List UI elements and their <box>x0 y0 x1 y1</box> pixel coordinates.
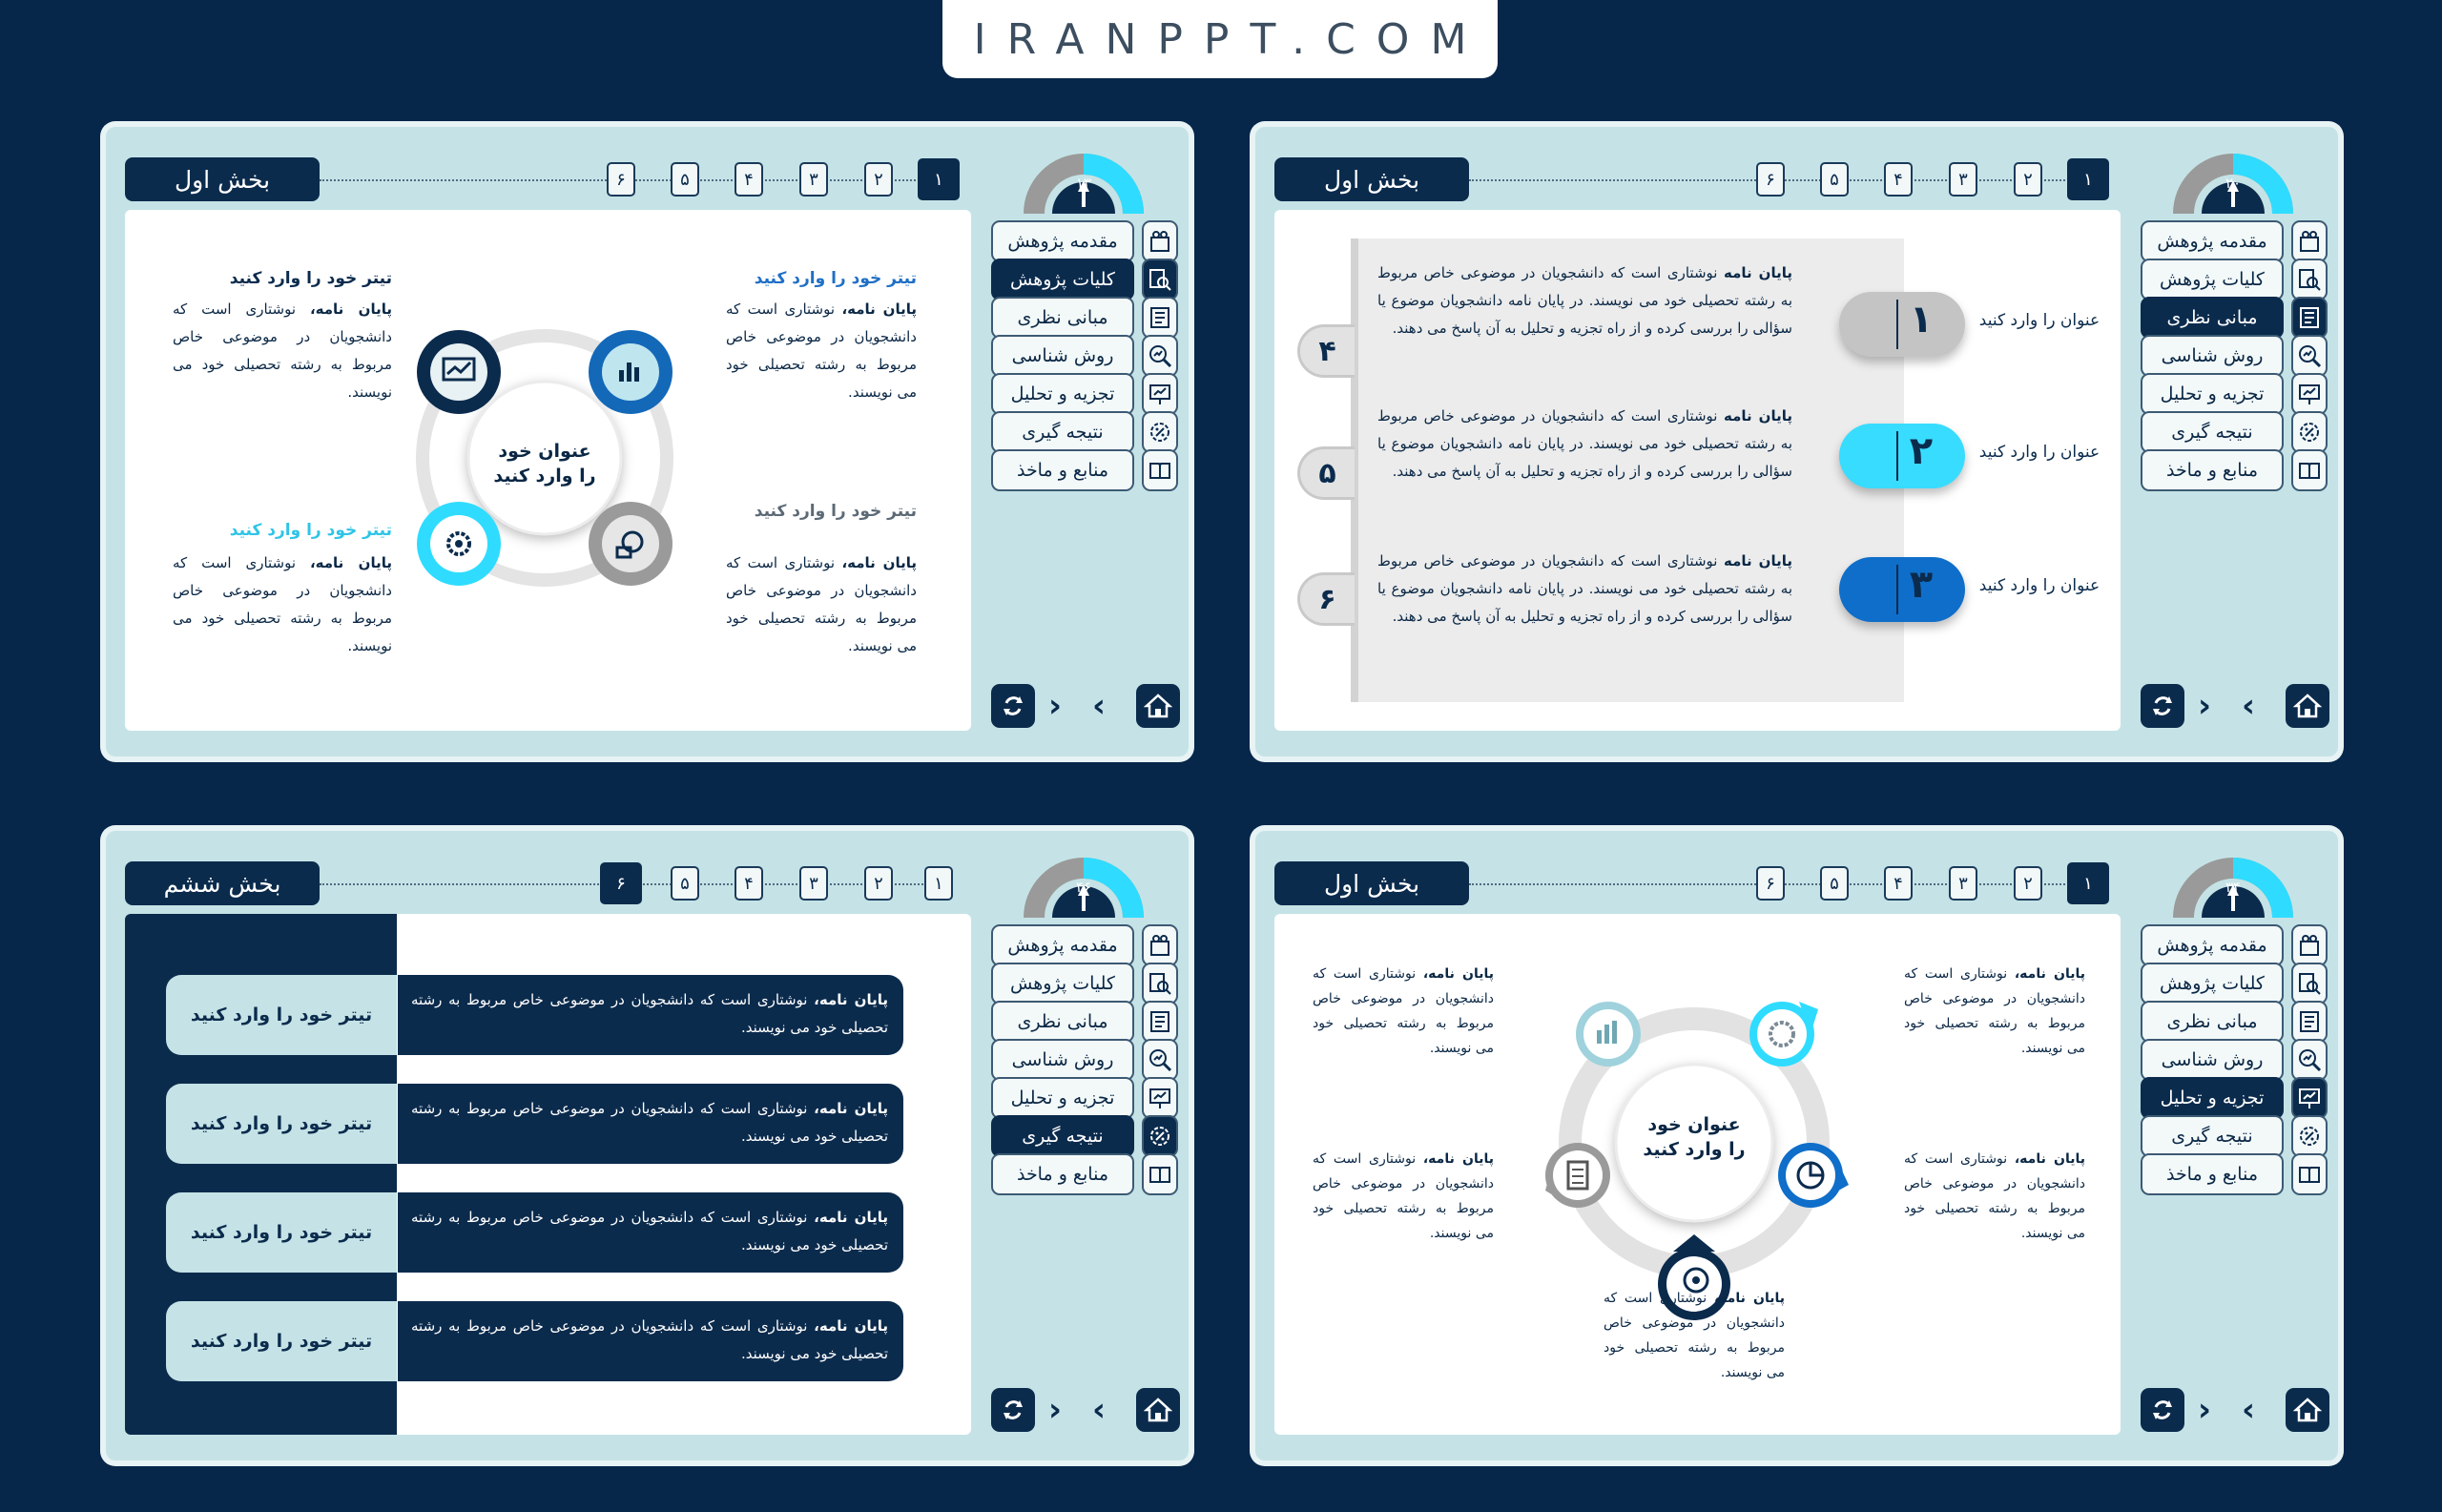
prev-arrow-icon[interactable]: ‹ <box>2242 687 2256 725</box>
block-body: نوشتاری است که دانشجویان در موضوعی خاص مربوط به رشته تحصیلی خود می نویسند. <box>726 554 917 654</box>
step-6-button[interactable]: ۶ <box>600 862 642 904</box>
magnifier-chart-icon[interactable] <box>1142 1039 1178 1081</box>
step-2-button[interactable]: ۲ <box>864 866 893 901</box>
home-icon[interactable] <box>2286 684 2329 728</box>
row-bold: پایان نامه، <box>814 1209 889 1226</box>
row-body-bold: پایان نامه <box>1724 552 1792 570</box>
block-bold: پایان نامه، <box>841 554 917 571</box>
page-number: ۱۳ <box>1075 175 1092 192</box>
team-icon[interactable] <box>1142 220 1178 262</box>
step-6-button[interactable]: ۶ <box>607 162 635 197</box>
menu-item-1[interactable]: مقدمه پژوهش <box>991 924 1134 966</box>
next-arrow-icon[interactable]: › <box>1048 1391 1063 1429</box>
step-3-button[interactable]: ۳ <box>1949 162 1977 197</box>
page-number: ۴۶ <box>1075 879 1092 896</box>
row-body: نوشتاری است که دانشجویان در موضوعی خاص مربوط به رشته تحصیلی خود می نویسند. <box>411 1100 888 1145</box>
menu-item-3[interactable]: مبانی نظری <box>991 1001 1134 1043</box>
prev-arrow-icon[interactable]: ‹ <box>1092 1391 1107 1429</box>
menu-item-2[interactable]: کلیات پژوهش <box>991 963 1134 1005</box>
next-arrow-icon[interactable]: › <box>2198 687 2212 725</box>
menu-item-7[interactable]: منابع و ماخذ <box>2141 1153 2284 1195</box>
slide-content <box>125 914 971 1435</box>
menu-item-3[interactable]: مبانی نظری <box>2141 1001 2284 1043</box>
menu-item-7[interactable]: منابع و ماخذ <box>2141 449 2284 491</box>
row-title-box: تیتر خود را وارد کنید <box>166 1084 397 1164</box>
menu-item-1[interactable]: مقدمه پژوهش <box>991 220 1134 262</box>
step-2-button[interactable]: ۲ <box>864 162 893 197</box>
menu-item-5[interactable]: تجزیه و تحلیل <box>991 373 1134 415</box>
step-4-button[interactable]: ۴ <box>1884 162 1913 197</box>
row-title-box: تیتر خود را وارد کنید <box>166 1192 397 1273</box>
block-title: تیتر خود را وارد کنید <box>754 502 917 521</box>
block-body: نوشتاری است که دانشجویان در موضوعی خاص مربوط به رشته تحصیلی خود می نویسند. <box>173 554 392 654</box>
row-body: نوشتاری است که دانشجویان در موضوعی خاص مربوط به رشته تحصیلی خود می نویسند. <box>411 1317 888 1362</box>
menu-item-3[interactable]: مبانی نظری <box>2141 297 2284 339</box>
section-title: بخش اول <box>1274 157 1469 201</box>
row-bold: پایان نامه، <box>814 991 889 1008</box>
section-title: بخش اول <box>125 157 320 201</box>
block-bold: پایان نامه، <box>841 300 917 318</box>
number-pill <box>1839 292 1965 357</box>
menu-item-6[interactable]: نتیجه گیری <box>991 1115 1134 1157</box>
row-body: نوشتاری است که دانشجویان در موضوعی خاص مربوط به رشته تحصیلی خود می نویسند. در پایان نامه دانشجویان موضوع یا سؤالی را بررسی کرده و از راه تجزیه و تحلیل به آن پاسخ می دهند. <box>1377 407 1792 480</box>
menu-item-4[interactable]: روش شناسی <box>2141 335 2284 377</box>
menu-item-6[interactable]: نتیجه گیری <box>2141 1115 2284 1157</box>
step-1-button[interactable]: ۱ <box>2067 862 2109 904</box>
block-body: نوشتاری است که دانشجویان در موضوعی خاص مربوط به رشته تحصیلی خود می نویسند. <box>173 300 392 401</box>
step-4-button[interactable]: ۴ <box>735 162 763 197</box>
presentation-icon[interactable] <box>2291 373 2328 415</box>
team-icon[interactable] <box>1142 924 1178 966</box>
book-icon[interactable] <box>1142 449 1178 491</box>
next-arrow-icon[interactable]: › <box>2198 1391 2212 1429</box>
search-doc-icon[interactable] <box>2291 963 2328 1005</box>
row-label: عنوان را وارد کنید <box>1978 576 2101 595</box>
page-number: ۳۴ <box>2225 879 2242 896</box>
refresh-icon[interactable] <box>991 684 1035 728</box>
book-icon[interactable] <box>1142 1153 1178 1195</box>
menu-item-4[interactable]: روش شناسی <box>991 1039 1134 1081</box>
section-title: بخش اول <box>1274 861 1469 905</box>
number-label: ۲ <box>1909 429 1934 473</box>
magnifier-chart-icon[interactable] <box>2291 1039 2328 1081</box>
menu-item-5[interactable]: تجزیه و تحلیل <box>2141 373 2284 415</box>
text-block: پایان نامه، نوشتاری است که دانشجویان در موضوعی خاص مربوط به رشته تحصیلی خود می نویسند. <box>1313 1151 1494 1241</box>
team-icon[interactable] <box>2291 220 2328 262</box>
step-5-button[interactable]: ۵ <box>671 866 699 901</box>
menu-item-6[interactable]: نتیجه گیری <box>991 411 1134 453</box>
document-icon[interactable] <box>1142 1001 1178 1043</box>
gear-percent-icon[interactable] <box>1142 1115 1178 1157</box>
menu-item-7[interactable]: منابع و ماخذ <box>991 449 1134 491</box>
search-doc-icon[interactable] <box>1142 963 1178 1005</box>
row-label: عنوان را وارد کنید <box>1978 443 2101 462</box>
section-title: بخش ششم <box>125 861 320 905</box>
watermark-banner <box>942 0 1498 78</box>
row-title-box: تیتر خود را وارد کنید <box>166 975 397 1055</box>
menu-item-4[interactable]: روش شناسی <box>991 335 1134 377</box>
step-1-button[interactable]: ۱ <box>918 158 960 200</box>
slide-content <box>1274 210 2121 731</box>
gear-percent-icon[interactable] <box>1142 411 1178 453</box>
step-3-button[interactable]: ۳ <box>799 162 828 197</box>
chart-node <box>1576 1002 1641 1067</box>
row-label: عنوان را وارد کنید <box>1978 311 2101 330</box>
step-4-button[interactable]: ۴ <box>735 866 763 901</box>
magnifier-chart-icon[interactable] <box>1142 335 1178 377</box>
refresh-icon[interactable] <box>2141 684 2184 728</box>
pie-node <box>1778 1143 1849 1208</box>
row-body: نوشتاری است که دانشجویان در موضوعی خاص مربوط به رشته تحصیلی خود می نویسند. <box>411 1209 888 1253</box>
number-label: ۱ <box>1909 298 1934 342</box>
step-6-button[interactable]: ۶ <box>1756 866 1785 901</box>
block-body: نوشتاری است که دانشجویان در موضوعی خاص مربوط به رشته تحصیلی خود می نویسند. <box>726 300 917 401</box>
row-body: نوشتاری است که دانشجویان در موضوعی خاص مربوط به رشته تحصیلی خود می نویسند. <box>411 991 888 1036</box>
number-pill <box>1839 557 1965 622</box>
document-icon[interactable] <box>2291 1001 2328 1043</box>
slide-content <box>1274 914 2121 1435</box>
book-icon[interactable] <box>2291 1153 2328 1195</box>
refresh-icon[interactable] <box>991 1388 1035 1432</box>
step-2-button[interactable]: ۲ <box>2014 162 2042 197</box>
checklist-node <box>1545 1143 1610 1208</box>
step-5-button[interactable]: ۵ <box>671 162 699 197</box>
menu-item-2[interactable]: کلیات پژوهش <box>2141 259 2284 300</box>
menu-item-6[interactable]: نتیجه گیری <box>2141 411 2284 453</box>
row-bold: پایان نامه، <box>814 1100 889 1117</box>
presentation-icon[interactable] <box>1142 1077 1178 1119</box>
prev-arrow-icon[interactable]: ‹ <box>1092 687 1107 725</box>
presentation-icon[interactable] <box>1142 373 1178 415</box>
block-title: تیتر خود را وارد کنید <box>229 521 392 540</box>
search-doc-icon[interactable] <box>2291 259 2328 300</box>
home-icon[interactable] <box>1136 1388 1180 1432</box>
block-bold: پایان نامه، <box>309 300 392 318</box>
team-icon[interactable] <box>2291 924 2328 966</box>
block-title: تیتر خود را وارد کنید <box>754 269 917 288</box>
step-4-button[interactable]: ۴ <box>1884 866 1913 901</box>
row-bold: پایان نامه، <box>814 1317 889 1335</box>
gear-node <box>1749 1002 1818 1067</box>
side-number-tab: ۴ <box>1297 324 1355 378</box>
next-arrow-icon[interactable]: › <box>1048 687 1063 725</box>
block-title: تیتر خود را وارد کنید <box>229 269 392 288</box>
prev-arrow-icon[interactable]: ‹ <box>2242 1391 2256 1429</box>
block-bold: پایان نامه، <box>309 554 392 571</box>
gear-percent-icon[interactable] <box>2291 411 2328 453</box>
slide-bottom-right <box>1255 831 2338 1460</box>
row-body: نوشتاری است که دانشجویان در موضوعی خاص مربوط به رشته تحصیلی خود می نویسند. در پایان نامه دانشجویان موضوع یا سؤالی را بررسی کرده و از راه تجزیه و تحلیل به آن پاسخ می دهند. <box>1377 552 1792 625</box>
magnifier-chart-icon[interactable] <box>2291 335 2328 377</box>
slide-content <box>125 210 971 731</box>
refresh-icon[interactable] <box>2141 1388 2184 1432</box>
row-body-bold: پایان نامه <box>1724 407 1792 425</box>
step-3-button[interactable]: ۳ <box>1949 866 1977 901</box>
text-block: پایان نامه، نوشتاری است که دانشجویان در موضوعی خاص مربوط به رشته تحصیلی خود می نویسند. <box>1904 1151 2085 1241</box>
gear-percent-icon[interactable] <box>2291 1115 2328 1157</box>
menu-item-4[interactable]: روش شناسی <box>2141 1039 2284 1081</box>
text-block: پایان نامه، نوشتاری است که دانشجویان در موضوعی خاص مربوط به رشته تحصیلی خود می نویسند. <box>1313 966 1494 1056</box>
side-number-tab: ۵ <box>1297 446 1355 500</box>
home-icon[interactable] <box>1136 684 1180 728</box>
document-icon[interactable] <box>1142 297 1178 339</box>
menu-item-2[interactable]: کلیات پژوهش <box>991 259 1134 300</box>
book-icon[interactable] <box>2291 449 2328 491</box>
step-5-button[interactable]: ۵ <box>1820 866 1849 901</box>
slide-top-right <box>1255 127 2338 756</box>
center-title: عنوان خود را وارد کنید <box>493 441 596 487</box>
search-doc-icon[interactable] <box>1142 259 1178 300</box>
menu-item-5[interactable]: تجزیه و تحلیل <box>2141 1077 2284 1119</box>
step-2-button[interactable]: ۲ <box>2014 866 2042 901</box>
text-block: پایان نامه، نوشتاری است که دانشجویان در موضوعی خاص مربوط به رشته تحصیلی خود می نویسند. <box>1604 1291 1785 1380</box>
step-3-button[interactable]: ۳ <box>799 866 828 901</box>
text-block: پایان نامه، نوشتاری است که دانشجویان در موضوعی خاص مربوط به رشته تحصیلی خود می نویسند. <box>1904 966 2085 1056</box>
step-1-button[interactable]: ۱ <box>924 866 953 901</box>
step-5-button[interactable]: ۵ <box>1820 162 1849 197</box>
slide-bottom-left <box>106 831 1189 1460</box>
menu-item-5[interactable]: تجزیه و تحلیل <box>991 1077 1134 1119</box>
home-icon[interactable] <box>2286 1388 2329 1432</box>
number-label: ۳ <box>1909 563 1934 607</box>
step-6-button[interactable]: ۶ <box>1756 162 1785 197</box>
page-number: ۲۰ <box>2225 175 2242 192</box>
menu-item-2[interactable]: کلیات پژوهش <box>2141 963 2284 1005</box>
number-pill <box>1839 424 1965 488</box>
menu-item-3[interactable]: مبانی نظری <box>991 297 1134 339</box>
side-number-tab: ۶ <box>1297 572 1355 626</box>
watermark-text: IRANPPT.COM <box>973 14 1488 64</box>
row-body: نوشتاری است که دانشجویان در موضوعی خاص مربوط به رشته تحصیلی خود می نویسند. در پایان نامه دانشجویان موضوع یا سؤالی را بررسی کرده و از راه تجزیه و تحلیل به آن پاسخ می دهند. <box>1377 264 1792 337</box>
row-title-box: تیتر خود را وارد کنید <box>166 1301 397 1381</box>
row-body-bold: پایان نامه <box>1724 264 1792 281</box>
presentation-icon[interactable] <box>2291 1077 2328 1119</box>
slide-top-left <box>106 127 1189 756</box>
document-icon[interactable] <box>2291 297 2328 339</box>
menu-item-1[interactable]: مقدمه پژوهش <box>2141 220 2284 262</box>
menu-item-7[interactable]: منابع و ماخذ <box>991 1153 1134 1195</box>
menu-item-1[interactable]: مقدمه پژوهش <box>2141 924 2284 966</box>
center-title: عنوان خود را وارد کنید <box>1643 1114 1746 1160</box>
step-1-button[interactable]: ۱ <box>2067 158 2109 200</box>
